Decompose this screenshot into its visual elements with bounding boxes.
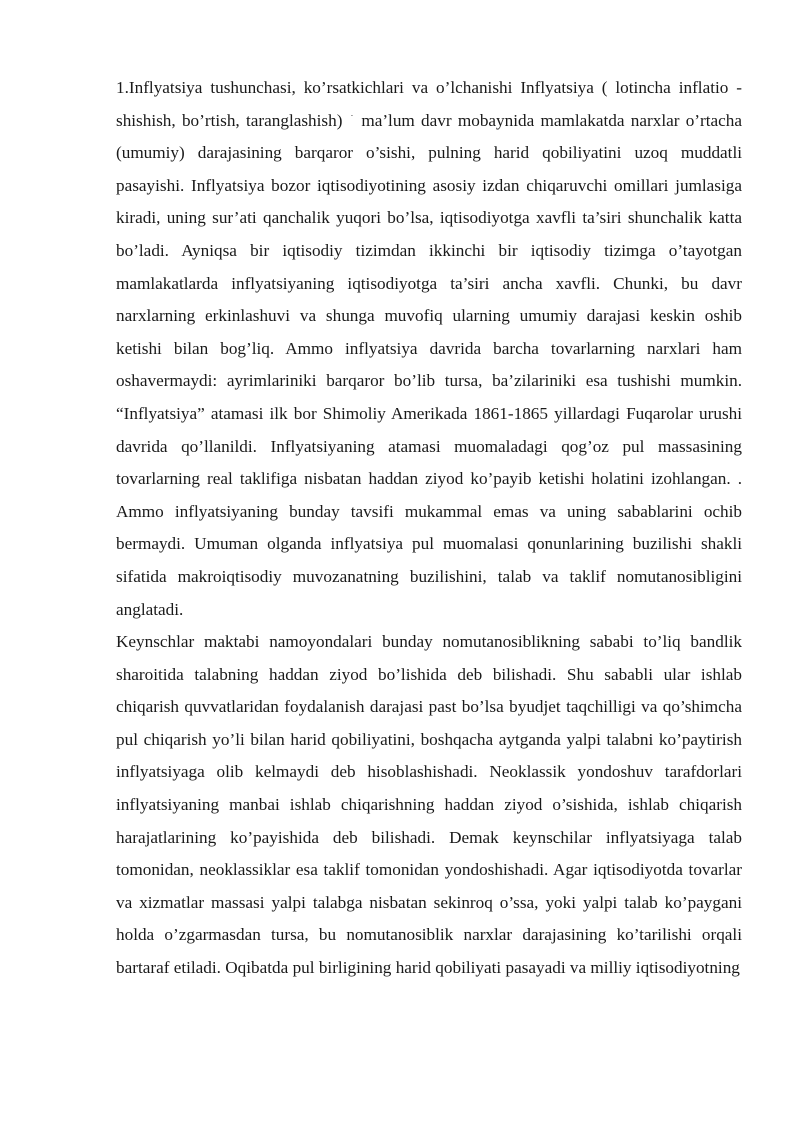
paragraph-1-part-a: 1.Inflyatsiya tushunchasi, ko’rsatkichlari va o’lchanishi Inflyatsiya ( lotincha inflatio - shishish, bo’rtish, taranglashish) [116,78,742,130]
paragraph-2: Keynschlar maktabi namoyondalari bunday nomutanosiblikning sababi to’liq bandlik sharoitida talabning haddan ziyod bo’lishida deb bilishadi. Shu sababli ular ishlab chiqarish quvvatlaridan foydalanish darajasi past bo’lsa byudjet taqchilligi va qo’shimcha pul chiqarish yo’li bilan harid qobiliyatini, boshqacha aytganda yalpi talabni ko’paytirish inflyatsiyaga olib kelmaydi deb hisoblashishadi. Neoklassik yondoshuv tarafdorlari inflyatsiyaning manbai ishlab chiqarishning haddan ziyod o’sishida, ishlab chiqarish harajatlarining ko’payishida deb bilishadi. Demak keynschilar inflyatsiyaga talab tomonidan, neoklassiklar esa taklif tomonidan yondoshishadi. Agar iqtisodiyotda tovarlar va xizmatlar massasi yalpi talabga nisbatan sekinroq o’ssa, yoki yalpi talab ko’paygani holda o’zgarmasdan tursa, bu nomutanosiblik narxlar darajasining ko’tarilishi orqali bartaraf etiladi. Oqibatda pul birligining harid qobiliyati pasayadi va milliy iqtisodiyotning [116,632,742,978]
document-body [116,72,742,985]
footnote-mark: - [350,110,354,119]
paragraph-1-part-b: ma’lum davr mobaynida mamlakatda narxlar o’rtacha (umumiy) darajasining barqaror o’sishi, pulning harid qobiliyatini uzoq muddatli pasayishi. Inflyatsiya bozor iqtisodiyotining asosiy izdan chiqaruvchi omillari jumlasiga kiradi, uning sur’ati qanchalik yuqori bo’lsa, iqtisodiyotga xavfli ta’siri shunchalik katta bo’ladi. Ayniqsa bir iqtisodiy tizimdan ikkinchi bir iqtisodiy tizimga o’tayotgan mamlakatlarda inflyatsiyaning iqtisodiyotga ta’siri ancha xavfli. Chunki, bu davr narxlarning erkinlashuvi va shunga muvofiq ularning umumiy darajasi keskin oshib ketishi bilan bog’liq. Ammo inflyatsiya davrida barcha tovarlarning narxlari ham oshavermaydi: ayrimlariniki barqaror bo’lib tursa, ba’zilariniki esa tushishi mumkin. “Inflyatsiya” atamasi ilk bor Shimoliy Amerikada 1861-1865 yillardagi Fuqarolar urushi davrida qo’llanildi. Inflyatsiyaning atamasi muomaladagi qog’oz pul massasining tovarlarning real taklifiga nisbatan haddan ziyod ko’payib ketishi holatini izohlangan. . Ammo inflyatsiyaning bunday tavsifi mukammal emas va uning sabablarini ochib bermaydi. Umuman olganda inflyatsiya pul muomalasi qonunlarining buzilishi shakli sifatida makroiqtisodiy muvozanatning buzilishini, talab va taklif nomutanosibligini anglatadi. [116,110,743,619]
paragraph-1 [116,72,742,626]
